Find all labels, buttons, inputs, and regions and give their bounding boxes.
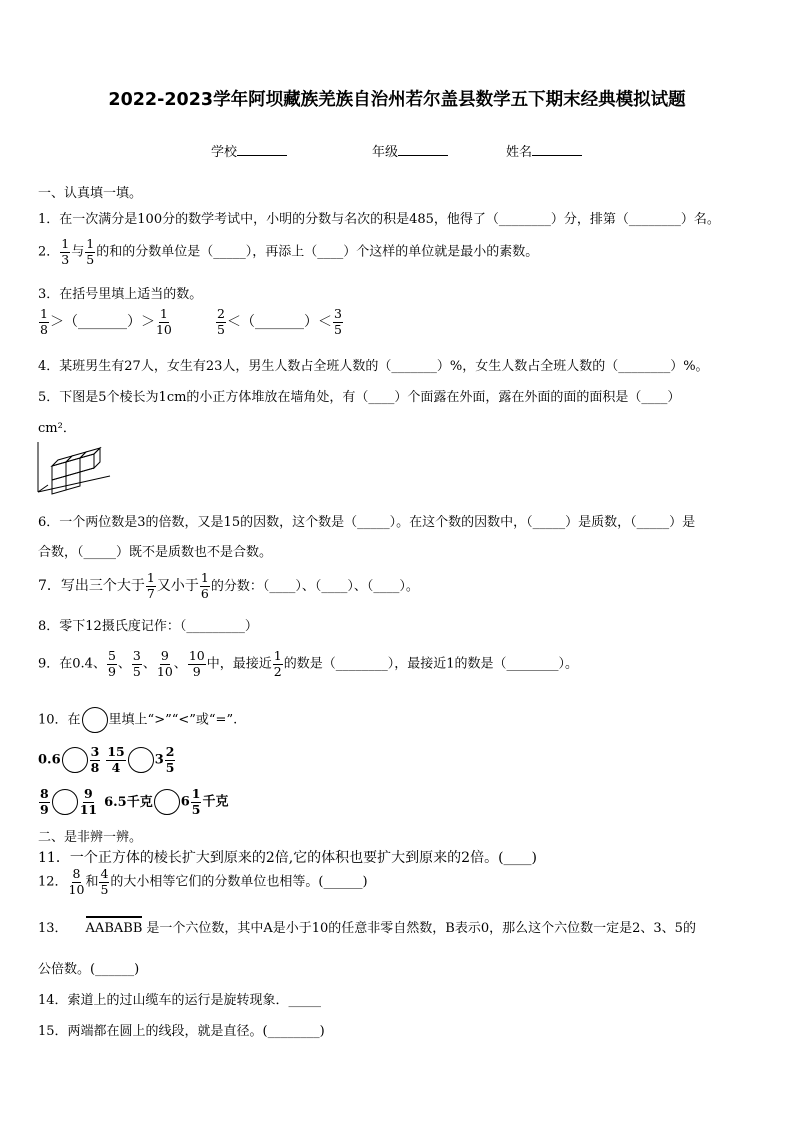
question-12: 12． $\frac{8}{10}$ 和 $\frac{4}{5}$ 的大小相等它们的分数单位也相等。(______): [38, 866, 368, 897]
question-9: 9．在0.4、 $\frac{5}{9}$ 、 $\frac{3}{5}$ 、 $\frac{9}{10}$ 、 $\frac{10}{9}$ 中，最接近 $\frac{1}{2}$ 的数是（________），最接近1的数是（________）。: [38, 648, 578, 679]
compare-circle[interactable]: [128, 747, 154, 773]
question-7: 7．写出三个大于 $\frac{1}{7}$ 又小于 $\frac{1}{6}$ 的分数：（____）、（____）、（____）。: [38, 570, 419, 601]
question-3: 3．在括号里填上适当的数。: [38, 287, 203, 302]
question-5-unit: cm²．: [38, 421, 76, 436]
question-2: 2． $\frac{1}{3}$ 与 $\frac{1}{5}$ 的和的分数单位是（_____），再添上（____）个这样的单位就是最小的素数。: [38, 236, 539, 267]
question-8: 8．零下12摄氏度记作：（_________）: [38, 619, 258, 634]
compare-circle[interactable]: [52, 789, 78, 815]
page-title: 2022-2023学年阿坝藏族羌族自治州若尔盖县数学五下期末经典模拟试题: [108, 90, 686, 110]
grade-field[interactable]: [372, 141, 448, 160]
section-2-heading: 二、是非辨一辨。: [38, 830, 143, 845]
question-5: 5．下图是5个棱长为1cm的小正方体堆放在墙角处，有（____）个面露在外面，露在外面的面的面积是（____）: [38, 390, 681, 405]
question-6-cont: 合数，（_____）既不是质数也不是合数。: [38, 545, 273, 560]
question-11: 11．一个正方体的棱长扩大到原来的2倍,它的体积也要扩大到原来的2倍。(____): [38, 850, 538, 866]
compare-circle[interactable]: [62, 747, 88, 773]
question-10-row-1: 0.6 $\frac{3}{8}$ $\frac{15}{4}$ 3 $\frac{2}{5}$: [38, 744, 175, 775]
question-3-b: $\frac{2}{5}$ ＜（_______）＜ $\frac{3}{5}$: [217, 306, 342, 337]
school-field[interactable]: [211, 141, 287, 160]
grade-label: 年级: [372, 145, 399, 160]
name-field[interactable]: [506, 141, 582, 160]
question-4: 4．某班男生有27人，女生有23人，男生人数占全班人数的（_______）%，女生人数占全班人数的（________）%。: [38, 359, 709, 374]
name-label: 姓名: [506, 145, 533, 160]
question-15: 15．两端都在圆上的线段，就是直径。(________): [38, 1024, 325, 1039]
six-digit-number: AABABB: [86, 916, 143, 936]
answer-circle: [82, 707, 108, 733]
question-14: 14．索道上的过山缆车的运行是旋转现象．_____: [38, 993, 322, 1008]
question-6: 6．一个两位数是3的倍数，又是15的因数，这个数是（_____）。在这个数的因数中，（_____）是质数，（_____）是: [38, 515, 696, 530]
question-1: 1．在一次满分是100分的数学考试中，小明的分数与名次的积是485，他得了（________）分，排第（________）名。: [38, 212, 720, 227]
question-3-a: $\frac{1}{8}$ ＞（_______）＞ $\frac{1}{10}$: [40, 306, 172, 337]
compare-circle[interactable]: [154, 789, 180, 815]
question-13: 13． AABABB 是一个六位数，其中A是小于10的任意非零自然数，B表示0，那么这个六位数一定是2、3、5的: [38, 916, 696, 936]
question-10: 10．在 里填上“>”“<”或“=”.: [38, 707, 237, 733]
cube-stack-figure: [34, 440, 114, 496]
question-13-cont: 公倍数。(______): [38, 962, 140, 977]
school-label: 学校: [211, 145, 238, 160]
question-10-row-2: $\frac{8}{9}$ $\frac{9}{11}$ 6.5千克 6 $\frac{1}{5}$ 千克: [40, 786, 229, 817]
section-1-heading: 一、认真填一填。: [38, 186, 143, 201]
